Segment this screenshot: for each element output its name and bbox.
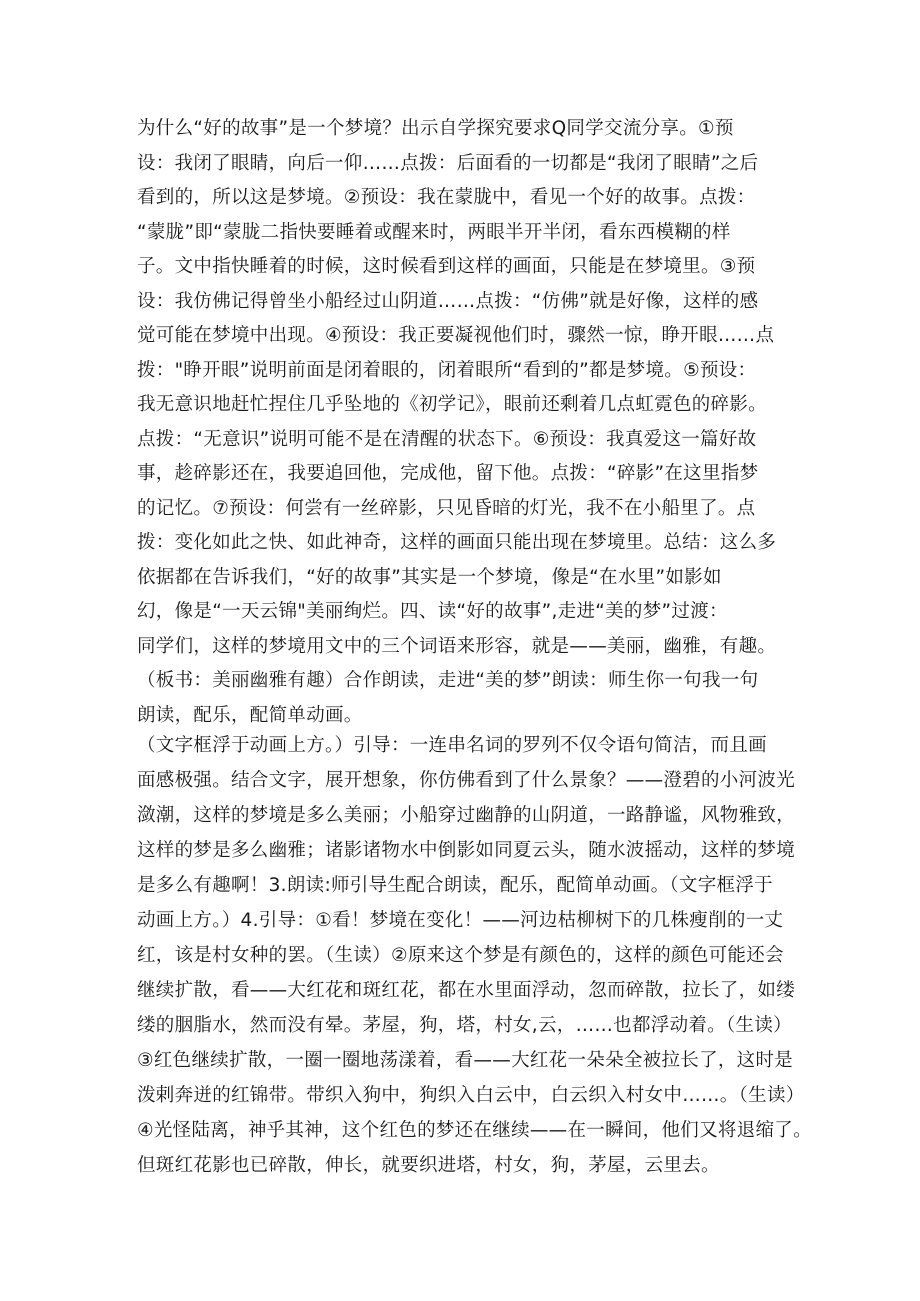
paragraph-2-line: 红，该是村女种的罢。（生读）②原来这个梦是有颜色的，这样的颜色可能还会 — [137, 945, 784, 966]
paragraph-2-line: 缕的胭脂水，然而没有晕。茅屋，狗，塔，村女,云，……也都浮动着。（生读） — [137, 1015, 792, 1036]
paragraph-2-line: 面感极强。结合文字，展开想象，你仿佛看到了什么景象？——澄碧的小河波光 — [137, 770, 796, 791]
paragraph-2-line: （文字框浮于动画上方。）引导：一连串名词的罗列不仅令语句简洁，而且画 — [137, 735, 767, 756]
paragraph-2-line: ③红色继续扩散，一圈一圈地荡漾着，看——大红花一朵朵全被拉长了，这时是 — [137, 1050, 794, 1071]
paragraph-1-line: 点拨：“无意识”说明可能不是在清醒的状态下。⑥预设：我真爱这一篇好故 — [137, 428, 757, 450]
paragraph-1-line: 子。文中指快睡着的时候，这时候看到这样的画面，只能是在梦境里。③预 — [137, 256, 756, 277]
paragraph-1-line: 依据都在告诉我们，“好的故事”其实是一个梦境，像是“在水里”如影如 — [137, 566, 722, 588]
paragraph-1-line: 朗读，配乐，配简单动画。 — [137, 704, 363, 726]
paragraph-2-line: 继续扩散，看——大红花和斑红花，都在水里面浮动，忽而碎散，拉长了，如缕 — [137, 980, 796, 1001]
paragraph-1-line: 设：我闭了眼睛，向后一仰……点拨：后面看的一切都是“我闭了眼睛”之后 — [137, 152, 759, 174]
paragraph-1-line: 同学们，这样的梦境用文中的三个词语来形容，就是——美丽，幽雅，有趣。 — [137, 635, 777, 657]
paragraph-1-line: 看到的，所以这是梦境。②预设：我在蒙胧中，看见一个好的故事。点拨： — [137, 187, 756, 208]
paragraph-1-line: 觉可能在梦境中出现。④预设：我正要凝视他们时，骤然一惊，睁开眼……点 — [137, 325, 775, 346]
paragraph-2-line: ④光怪陆离，神乎其神，这个红色的梦还在继续——在一瞬间，他们又将退缩了。 — [137, 1120, 812, 1141]
paragraph-1-line: 我无意识地赶忙捏住几乎坠地的《初学记》，眼前还剩着几点虹霓色的碎影。 — [137, 394, 767, 415]
paragraph-1-line: 的记忆。⑦预设：何尝有一丝碎影，只见昏暗的灯光，我不在小船里了。点 — [137, 497, 756, 519]
paragraph-2 — [137, 728, 812, 1183]
paragraph-1-line: 事，趁碎影还在，我要追回他，完成他，留下他。点拨：“碎影”在这里指梦 — [137, 463, 759, 484]
paragraph-2-line: 动画上方。）4.引导：①看！梦境在变化！——河边枯柳树下的几株瘦削的一丈 — [137, 910, 784, 931]
paragraph-1-line: 拨：变化如此之快、如此神奇，这样的画面只能出现在梦境里。总结：这么多 — [137, 532, 777, 553]
paragraph-1-line: 为什么“好的故事”是一个梦境？出示自学探究要求Q同学交流分享。①预 — [137, 118, 734, 139]
paragraph-1-line: 设：我仿佛记得曾坐小船经过山阴道……点拨：“仿佛”就是好像，这样的感 — [137, 290, 759, 312]
paragraph-1-line: “蒙胧”即“蒙胧二指快要睡着或醒来时，两眼半开半闭，看东西模糊的样 — [137, 221, 731, 243]
paragraph-1-line: （板书：美丽幽雅有趣）合作朗读，走进“美的梦”朗读：师生你一句我一句 — [137, 670, 759, 691]
paragraph-2-line: 潋潮，这样的梦境是多么美丽；小船穿过幽静的山阴道，一路静谧，风物雅致， — [137, 805, 796, 826]
paragraph-1-line: 幻，像是“一天云锦"美丽绚烂。四、读“好的故事”,走进“美的梦”过渡： — [137, 601, 728, 622]
paragraph-2-line: 泼剌奔迸的红锦带。带织入狗中，狗织入白云中，白云织入村女中……。（生读） — [137, 1085, 805, 1106]
paragraph-2-line: 但斑红花影也已碎散，伸长，就要织进塔，村女，狗，茅屋，云里去。 — [137, 1155, 720, 1176]
paragraph-1 — [137, 112, 797, 733]
paragraph-2-line: 是多么有趣啊！3.朗读:师引导生配合朗读，配乐，配简单动画。（文字框浮于 — [137, 875, 773, 896]
paragraph-1-line: 拨："睁开眼”说明前面是闭着眼的，闭着眼所“看到的”都是梦境。⑤预设： — [137, 359, 757, 381]
paragraph-2-line: 这样的梦是多么幽雅；诸影诸物水中倒影如同夏云头，随水波摇动，这样的梦境 — [137, 840, 796, 861]
